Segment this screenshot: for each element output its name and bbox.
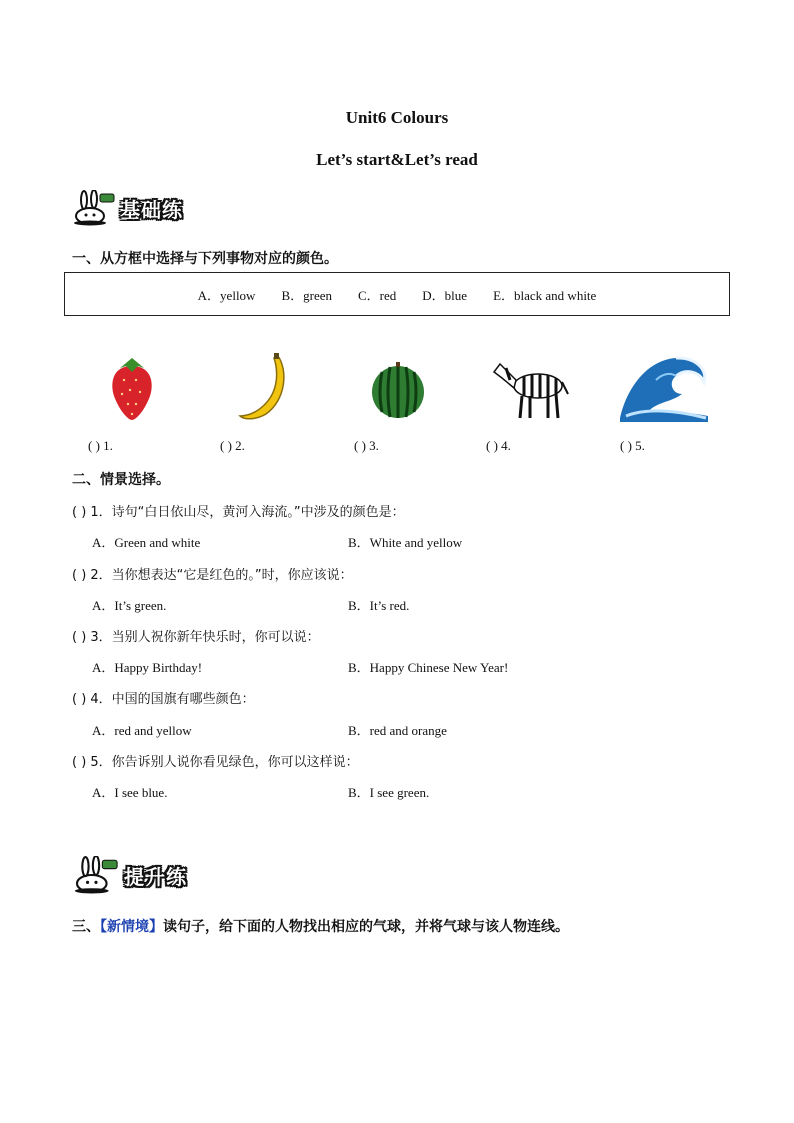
section-3-heading	[72, 916, 569, 936]
answer-blank-5[interactable]: ( ) 5.	[620, 438, 645, 453]
new-context-tag: 【新情境】	[100, 919, 163, 935]
question-2-option-a: A．It’s green.	[92, 598, 167, 613]
page-subtitle: Let’s start&Let’s read	[316, 150, 478, 169]
question-4-option-a: A．red and yellow	[92, 723, 192, 738]
question-2-option-b: B．It’s red.	[348, 598, 410, 613]
wave-icon	[616, 350, 712, 425]
strawberry-icon	[92, 350, 172, 425]
basic-practice-badge	[72, 190, 183, 226]
question-5: ( ) 5．你告诉别人说你看见绿色，你可以这样说：	[72, 755, 359, 770]
zebra-icon	[488, 350, 574, 425]
option-b: B．green	[281, 287, 332, 303]
question-3: ( ) 3．当别人祝你新年快乐时，你可以说：	[72, 630, 320, 645]
question-1-option-b: B．White and yellow	[348, 535, 463, 550]
question-4-option-b: B．red and orange	[348, 723, 447, 738]
advanced-practice-label: 提升练	[124, 864, 187, 889]
option-e: E．black and white	[493, 287, 597, 303]
advanced-practice-badge	[72, 856, 187, 894]
option-box	[64, 272, 730, 316]
rabbit-mascot-icon	[72, 190, 116, 226]
answer-blank-3[interactable]: ( ) 3.	[354, 438, 379, 453]
banana-icon	[226, 350, 306, 425]
rabbit-mascot-icon	[72, 856, 120, 894]
answer-blank-4[interactable]: ( ) 4.	[486, 438, 511, 453]
section-3-instruction: 读句子，给下面的人物找出相应的气球，并将气球与该人物连线。	[163, 919, 569, 935]
section-1-heading: 一、从方框中选择与下列事物对应的颜色。	[72, 251, 338, 267]
page-title: Unit6 Colours	[345, 108, 449, 127]
option-d: D．blue	[422, 287, 468, 303]
option-a: A．yellow	[197, 287, 256, 303]
option-c: C．red	[358, 287, 397, 303]
watermelon-icon	[358, 350, 438, 425]
question-1: ( ) 1．诗句“白日依山尽，黄河入海流。”中涉及的颜色是：	[72, 505, 405, 520]
question-5-option-b: B．I see green.	[348, 785, 430, 800]
question-3-option-b: B．Happy Chinese New Year!	[348, 660, 509, 675]
section-3-prefix: 三、	[72, 919, 100, 935]
basic-practice-label: 基础练	[120, 197, 183, 222]
answer-blank-2[interactable]: ( ) 2.	[220, 438, 245, 453]
section-2-heading: 二、情景选择。	[72, 472, 170, 488]
question-1-option-a: A．Green and white	[92, 535, 201, 550]
question-3-option-a: A．Happy Birthday!	[92, 660, 203, 675]
answer-blank-1[interactable]: ( ) 1.	[88, 438, 113, 453]
question-2: ( ) 2．当你想表达“它是红色的。”时，你应该说：	[72, 568, 353, 583]
question-5-option-a: A．I see blue.	[92, 785, 168, 800]
question-4: ( ) 4．中国的国旗有哪些颜色：	[72, 692, 255, 707]
